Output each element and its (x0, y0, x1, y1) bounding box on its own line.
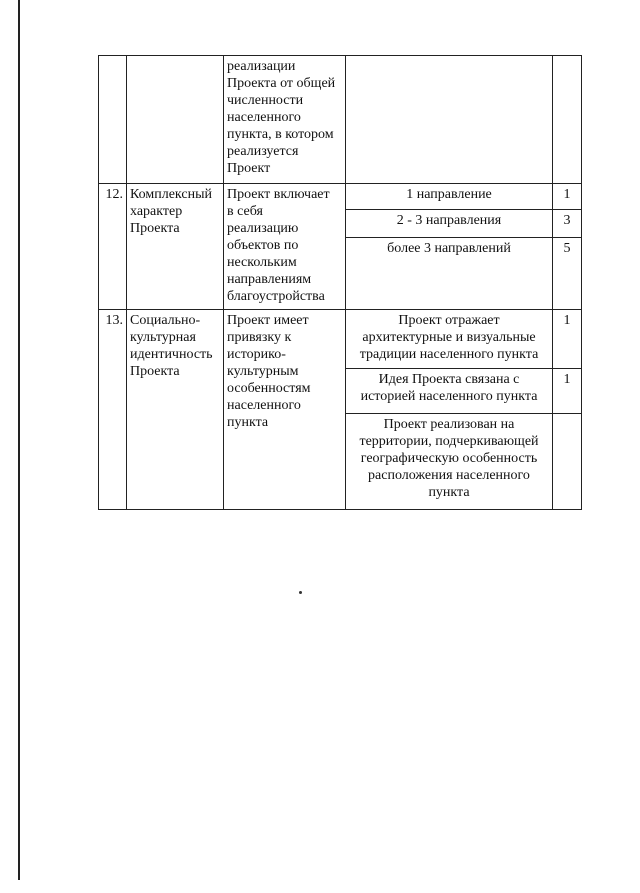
text-line: территории, подчеркивающей (359, 434, 539, 449)
text-line: Проекта от общей (227, 76, 336, 91)
table-row (99, 310, 582, 369)
text-line: традиции населенного пункта (359, 347, 539, 362)
cell-number (99, 56, 127, 184)
text-line: пункта, в котором (227, 127, 334, 142)
text-line: более 3 направлений (387, 241, 511, 256)
cell-criterion-description (224, 56, 346, 184)
cell-number: 13. (99, 310, 127, 510)
text-line: населенного (227, 110, 301, 125)
text-line: 1 направление (406, 187, 492, 202)
text-line: культурным (227, 364, 299, 379)
text-line: реализацию (227, 221, 299, 236)
cell-option (346, 310, 553, 369)
cell-option (346, 414, 553, 510)
text-line: Идея Проекта связана с (378, 372, 520, 387)
cell-option (346, 369, 553, 414)
text-line: Проект (227, 161, 271, 176)
cell-score: 1 (553, 369, 582, 414)
text-line: пункта (227, 415, 269, 430)
text-line: Проект отражает (398, 313, 500, 328)
text-line: Комплексный (130, 187, 212, 202)
table-row (99, 184, 582, 210)
text-line: культурная (130, 330, 196, 345)
text-line: нескольким (227, 255, 297, 270)
text-line: в себя (227, 204, 263, 219)
text-line: характер (130, 204, 183, 219)
text-line: 2 - 3 направления (396, 213, 502, 228)
cell-option (346, 184, 553, 210)
cell-criterion-description (224, 184, 346, 310)
cell-option (346, 238, 553, 310)
text-line: идентичность (130, 347, 213, 362)
cell-score: 5 (553, 238, 582, 310)
text-line: историей населенного пункта (360, 389, 538, 404)
cell-score (553, 56, 582, 184)
scan-edge-line (18, 0, 20, 880)
cell-criterion-name (127, 310, 224, 510)
text-line: расположения населенного (368, 468, 530, 483)
cell-option (346, 56, 553, 184)
text-line: реализуется (227, 144, 299, 159)
cell-criterion-description (224, 310, 346, 510)
text-line: населенного (227, 398, 301, 413)
text-line: историко- (227, 347, 286, 362)
cell-option (346, 210, 553, 238)
text-line: Проект реализован на (383, 417, 515, 432)
table-row-continuation (99, 56, 582, 184)
cell-number: 12. (99, 184, 127, 310)
criteria-table (98, 55, 582, 510)
cell-criterion-name (127, 184, 224, 310)
text-line: объектов по (227, 238, 299, 253)
text-line: пункта (428, 485, 470, 500)
text-line: Проекта (130, 364, 180, 379)
scan-speck (299, 591, 302, 594)
cell-score: 1 (553, 310, 582, 369)
cell-score (553, 414, 582, 510)
cell-score: 1 (553, 184, 582, 210)
cell-score: 3 (553, 210, 582, 238)
text-line: географическую особенность (360, 451, 538, 466)
text-line: архитектурные и визуальные (362, 330, 536, 345)
text-line: реализации (227, 59, 296, 74)
text-line: Проект имеет (227, 313, 309, 328)
text-line: благоустройства (227, 289, 325, 304)
text-line: направлениям (227, 272, 312, 287)
cell-criterion-name (127, 56, 224, 184)
text-line: Социально- (130, 313, 201, 328)
text-line: численности (227, 93, 304, 108)
text-line: особенностям (227, 381, 311, 396)
text-line: привязку к (227, 330, 292, 345)
text-line: Проекта (130, 221, 180, 236)
text-line: Проект включает (227, 187, 330, 202)
